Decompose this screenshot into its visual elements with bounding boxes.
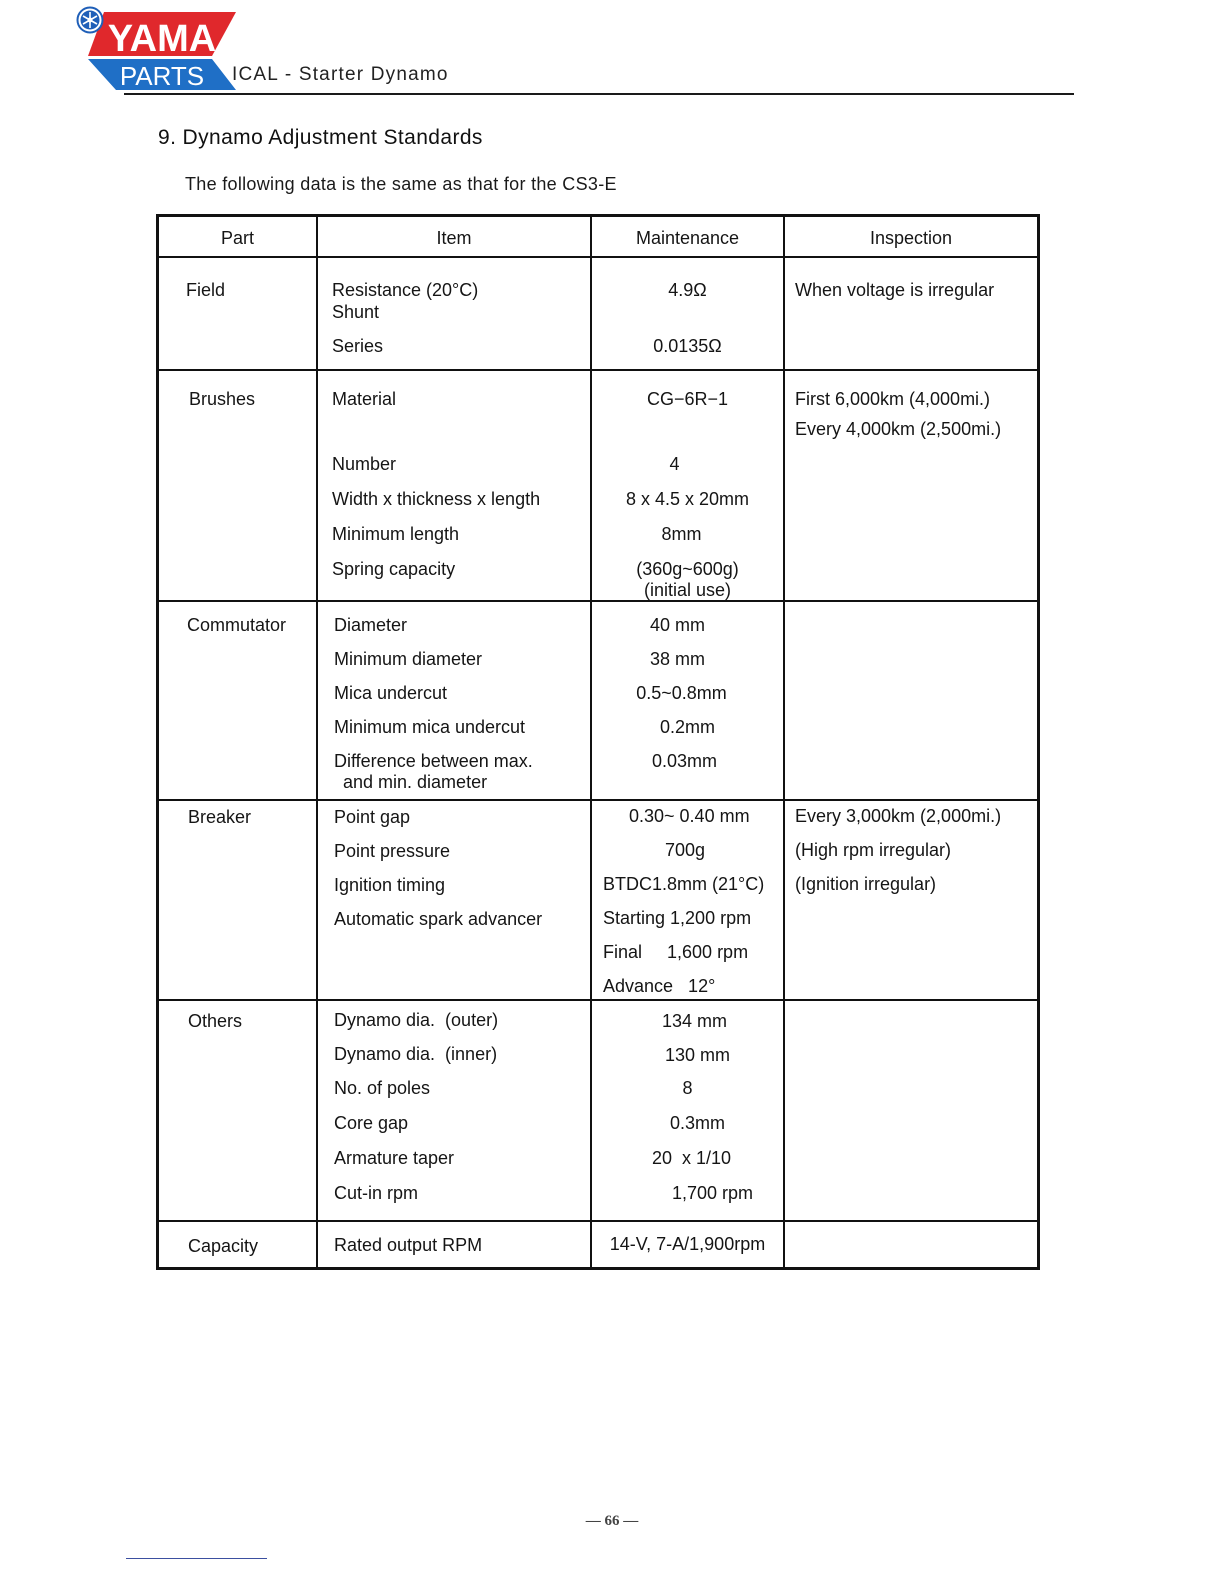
breaker-inspection: (Ignition irregular) [795, 874, 937, 894]
brushes-inspection: Every 4,000km (2,500mi.) [795, 419, 1002, 439]
part-commutator: Commutator [187, 615, 287, 635]
brushes-item: Material [332, 389, 397, 409]
others-value: 0.3mm [669, 1113, 725, 1133]
brushes-value: CG−6R−1 [646, 389, 729, 409]
intro-text: The following data is the same as that for the CS3-E [185, 174, 617, 194]
commutator-item: Minimum diameter [334, 649, 483, 669]
row-divider [159, 799, 1037, 801]
brushes-value: (initial use) [643, 580, 732, 600]
others-item: Dynamo dia. (inner) [334, 1044, 498, 1064]
field-value: 4.9Ω [668, 280, 707, 300]
commutator-value: 0.03mm [651, 751, 718, 771]
commutator-item: Mica undercut [334, 683, 448, 703]
brushes-item: Width x thickness x length [332, 489, 541, 509]
field-value: 0.0135Ω [653, 336, 722, 356]
header-part: Part [220, 228, 254, 248]
footer-rule [126, 1558, 267, 1559]
others-value: 1,700 rpm [671, 1183, 754, 1203]
others-value: 8 [682, 1078, 693, 1098]
breaker-value: Advance 12° [603, 976, 716, 996]
breaker-item: Ignition timing [334, 875, 446, 895]
tuning-fork-emblem-icon [76, 6, 106, 36]
row-divider [159, 1220, 1037, 1222]
column-divider [316, 217, 318, 1267]
part-breaker: Breaker [188, 807, 252, 827]
others-item: No. of poles [334, 1078, 431, 1098]
brushes-inspection: First 6,000km (4,000mi.) [795, 389, 991, 409]
section-title: 9. Dynamo Adjustment Standards [158, 126, 483, 149]
commutator-item: Difference between max. [334, 751, 533, 771]
commutator-value: 0.5~0.8mm [636, 683, 727, 703]
others-item: Dynamo dia. (outer) [334, 1010, 499, 1030]
column-divider [590, 217, 592, 1267]
brushes-item: Number [332, 454, 397, 474]
brushes-item: Spring capacity [332, 559, 456, 579]
breaker-value: BTDC1.8mm (21°C) [603, 874, 765, 894]
logo-bottom-word: PARTS [119, 61, 205, 91]
field-item: Resistance (20°C) [332, 280, 479, 300]
field-item: Shunt [332, 302, 380, 322]
commutator-value: 0.2mm [659, 717, 715, 737]
header-item: Item [436, 228, 472, 248]
breaker-item: Automatic spark advancer [334, 909, 543, 929]
others-item: Cut-in rpm [334, 1183, 419, 1203]
capacity-value: 14-V, 7-A/1,900rpm [609, 1234, 766, 1254]
brushes-value: (360g~600g) [636, 559, 739, 579]
commutator-value: 40 mm [649, 615, 705, 635]
breaker-item: Point gap [334, 807, 411, 827]
capacity-item: Rated output RPM [334, 1235, 483, 1255]
brushes-item: Minimum length [332, 524, 460, 544]
brushes-value: 8 x 4.5 x 20mm [625, 489, 750, 509]
header-maintenance: Maintenance [635, 228, 740, 248]
part-brushes: Brushes [189, 389, 256, 409]
header-inspection: Inspection [869, 228, 953, 248]
breaker-item: Point pressure [334, 841, 451, 861]
others-value: 20 x 1/10 [651, 1148, 732, 1168]
part-capacity: Capacity [188, 1236, 259, 1256]
commutator-value: 38 mm [649, 649, 705, 669]
column-divider [783, 217, 785, 1267]
page-number: — 66 — [585, 1513, 639, 1529]
row-divider [159, 256, 1037, 258]
others-item: Armature taper [334, 1148, 455, 1168]
breaker-value: Final 1,600 rpm [603, 942, 749, 962]
commutator-item: Minimum mica undercut [334, 717, 526, 737]
part-field: Field [186, 280, 226, 300]
breaker-inspection: Every 3,000km (2,000mi.) [795, 806, 1002, 826]
others-item: Core gap [334, 1113, 409, 1133]
breaker-value: Starting 1,200 rpm [603, 908, 752, 928]
others-value: 130 mm [664, 1045, 731, 1065]
field-inspection: When voltage is irregular [795, 280, 995, 300]
part-others: Others [188, 1011, 243, 1031]
commutator-item: Diameter [334, 615, 408, 635]
others-value: 134 mm [661, 1011, 728, 1031]
yamaha-parts-logo [76, 6, 238, 92]
brushes-value: 4 [669, 454, 680, 474]
field-item: Series [332, 336, 384, 356]
commutator-item: and min. diameter [343, 772, 488, 792]
breaker-value: 0.30~ 0.40 mm [629, 806, 750, 826]
row-divider [159, 999, 1037, 1001]
breaker-inspection: (High rpm irregular) [795, 840, 952, 860]
header-text: ICAL - Starter Dynamo [232, 64, 449, 85]
brushes-value: 8mm [661, 524, 702, 544]
breaker-value: 700g [665, 840, 706, 860]
header-rule [124, 93, 1074, 95]
logo-top-word: YAMA [107, 18, 217, 60]
adjustment-standards-table [156, 214, 1040, 1270]
row-divider [159, 369, 1037, 371]
